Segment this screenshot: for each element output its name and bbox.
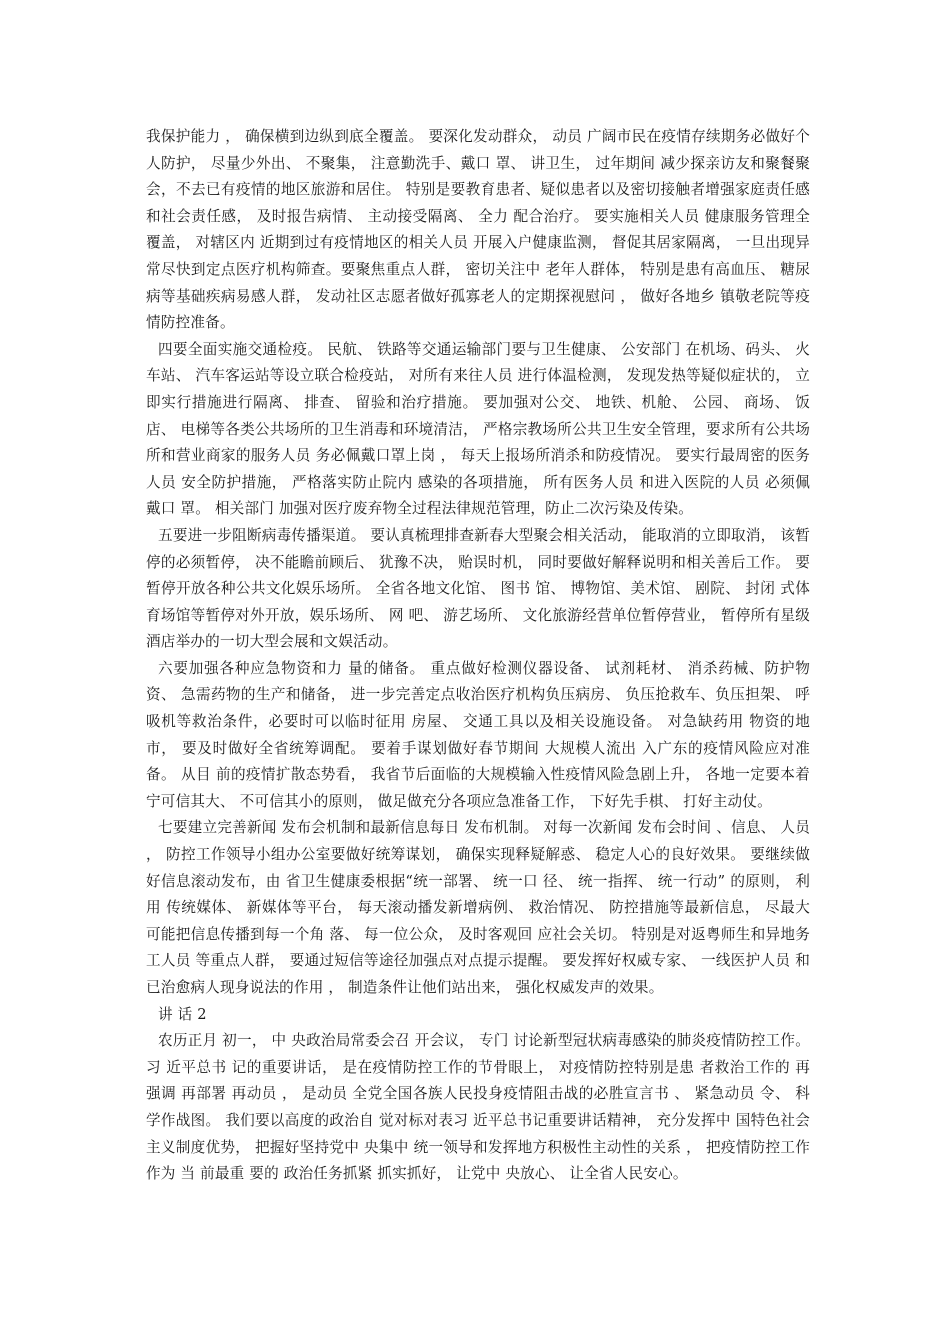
paragraph-2: 四要全面实施交通检疫。 民航、 铁路等交通运输部门要与卫生健康、 公安部门 在机场、码头、 火车站、 汽车客运站等设立联合检疫站， 对所有来往人员 进行体温检测， 发现发热等疑似症状的， 立即实行措施进行隔离、 排查、 留验和治疗措施。 要加强对公交、 地铁、机舱、 公园、 商场、 饭店、 电梯等各类公共场所的卫生消毒和环境清洁， 严格宗教场所公共卫生安全管理，要求所有公共场所和营业商家的服务人员 务必佩戴口罩上岗 ， 每天上报场所消杀和防疫情况。 要实行最周密的医务人员 安全防护措施， 严格落实防止院内 感染的各项措施， 所有医务人员 和进入医院的人员 必须佩戴口 罩。 相关部门 加强对医疗废弃物全过程法律规范管理，防止二次污染及传染。 — [146, 340, 810, 518]
paragraph-1: 我保护能力 ， 确保横到边纵到底全覆盖。 要深化发动群众， 动员 广阔市民在疫情存续期务必做好个人防护， 尽量少外出、 不聚集， 注意勤洗手、戴口 罩、 讲卫生， 过年期间 减少探亲访友和聚餐聚会，不去已有疫情的地区旅游和居住。 特别是要教育患者、疑似患者以及密切接触者增强家庭责任感和社会责任感， 及时报告病情、 主动接受隔离、 全力 配合治疗。 要实施相关人员 健康服务管理全覆盖， 对辖区内 近期到过有疫情地区的相关人员 开展入户健康监测， 督促其居家隔离， 一旦出现异常尽快到定点医疗机构筛查。要聚焦重点人群， 密切关注中 老年人群体， 特别是患有高血压、 糖尿病等基础疾病易感人群， 发动社区志愿者做好孤寡老人的定期探视慰问 ， 做好各地乡 镇敬老院等疫情防控准备。 — [146, 128, 810, 332]
paragraph-5: 七要建立完善新闻 发布会机制和最新信息每日 发布机制。 对每一次新闻 发布会时间 、信息、 人员 ， 防控工作领导小组办公室要做好统筹谋划， 确保实现释疑解惑、 稳定人心的良好效果。 要继续做好信息滚动发布，由 省卫生健康委根据“统一部署、 统一口 径、 统一指挥、 统一行动” 的原则， 利用 传统媒体、 新媒体等平台， 每天滚动播发新增病例、 救治情况、 防控措施等最新信息， 尽最大可能把信息传播到每一个角 落、 每一位公众， 及时客观回 应社会关切。 特别是对返粤师生和异地务工人员 等重点人群， 要通过短信等途径加强点对点提示提醒。 要发挥好权威专家、 一线医护人员 和已治愈病人现身说法的作用 ， 制造条件让他们站出来， 强化权威发声的效果。 — [146, 819, 810, 996]
section-heading: 讲 话 2 — [158, 1005, 207, 1023]
paragraph-6: 农历正月 初一， 中 央政治局常委会召 开会议， 专门 讨论新型冠状病毒感染的肺炎疫情防控工作。 习 近平总书 记的重要讲话， 是在疫情防控工作的节骨眼上， 对疫情防控特别是患 者救治工作的 再强调 再部署 再动员 ， 是动员 全党全国各族人民投身疫情阻击战的必胜宣言书 、 紧急动员 令、 科学作战图。 我们要以高度的政治自 觉对标对表习 近平总书记重要讲话精神， 充分发挥中 国特色社会主义制度优势， 把握好坚持党中 央集中 统一领导和发挥地方积极性主动性的关系 ， 把疫情防控工作作为 当 前最重 要的 政治任务抓紧 抓实抓好， 让党中 央放心、 让全省人民安心。 — [146, 1032, 810, 1183]
paragraph-4: 六要加强各种应急物资和力 量的储备。 重点做好检测仪器设备、 试剂耗材、 消杀药械、防护物资、 急需药物的生产和储备， 进一步完善定点收治医疗机构负压病房、 负压抢救车、负压担架、 呼吸机等救治条件，必要时可以临时征用 房屋、 交通工具以及相关设施设备。 对急缺药用 物资的地市， 要及时做好全省统筹调配。 要着手谋划做好春节期间 大规模人流出 入广东的疫情风险应对准备。 从目 前的疫情扩散态势看， 我省节后面临的大规模输入性疫情风险急剧上升， 各地一定要本着宁可信其大、 不可信其小的原则， 做足做充分各项应急准备工作， 下好先手棋、 打好主动仗。 — [146, 659, 810, 810]
paragraph-3: 五要进一步阻断病毒传播渠道。 要认真梳理排查新春大型聚会相关活动， 能取消的立即取消， 该暂停的必须暂停， 决不能瞻前顾后、 犹豫不决， 贻误时机， 同时要做好解释说明和相关善后工作。 要暂停开放各种公共文化娱乐场所。 全省各地文化馆、 图书 馆、 博物馆、美术馆、 剧院、 封闭 式体育场馆等暂停对外开放，娱乐场所、 网 吧、 游艺场所、 文化旅游经营单位暂停营业， 暂停所有星级酒店举办的一切大型会展和文娱活动。 — [146, 526, 810, 651]
document-body — [146, 124, 810, 1188]
